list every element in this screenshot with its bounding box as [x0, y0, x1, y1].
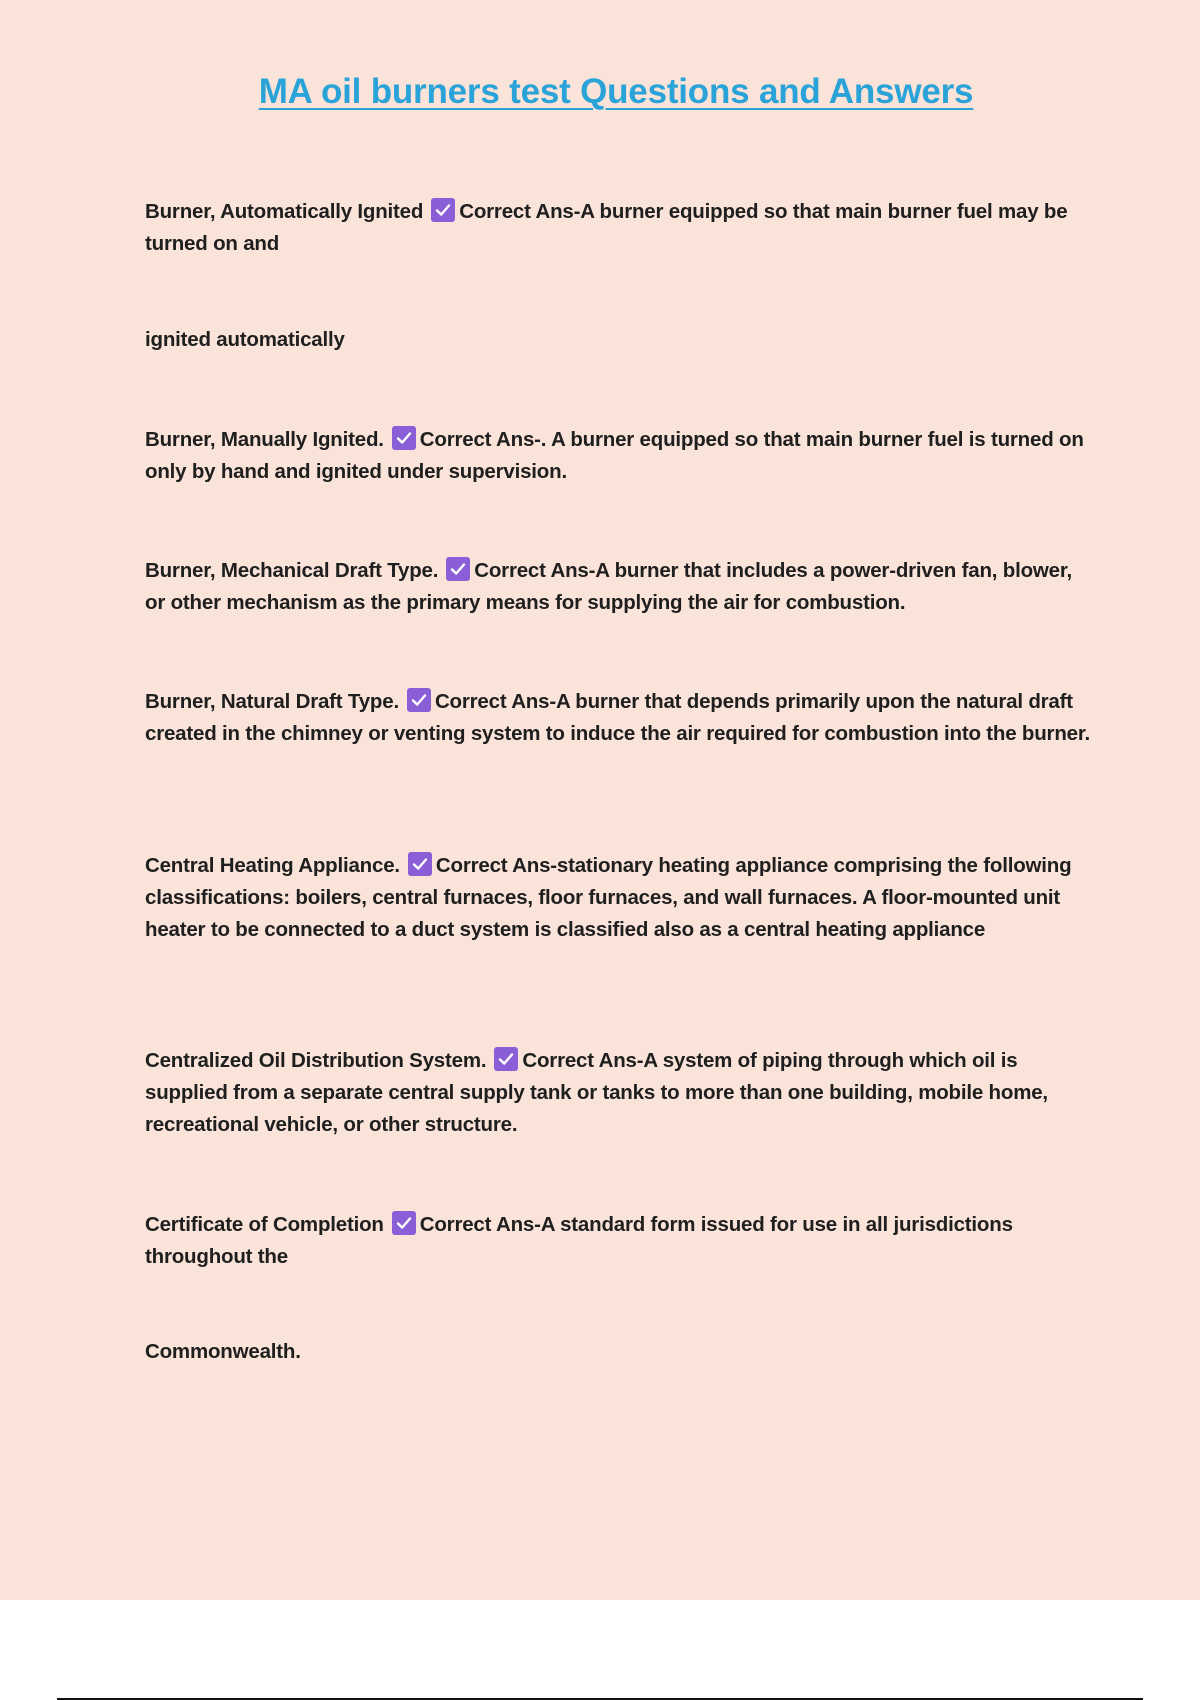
qa-term: Burner, Manually Ignited.	[145, 428, 384, 451]
checkbox-checked-icon	[407, 688, 431, 712]
checkbox-checked-icon	[392, 426, 416, 450]
qa-term: Burner, Mechanical Draft Type.	[145, 559, 439, 582]
checkbox-checked-icon	[494, 1047, 518, 1071]
qa-entry-central-heating	[145, 850, 1095, 946]
qa-term: Central Heating Appliance.	[145, 854, 400, 877]
document-title: MA oil burners test Questions and Answers	[258, 72, 974, 111]
qa-continuation: ignited automatically	[145, 328, 345, 351]
qa-term: Certificate of Completion	[145, 1213, 384, 1236]
qa-answer: Correct Ans-stationary heating appliance comprising the following classifications: boilers, central furnaces, floor furnaces, and wall furnaces. A floor-mounted unit heater to be connected to a duct system is classified also as a central heating appliance	[145, 854, 1072, 941]
qa-answer: Correct Ans-A standard form issued for use in all jurisdictions throughout the	[145, 1213, 1013, 1268]
qa-continuation: Commonwealth.	[145, 1340, 301, 1363]
qa-answer: Correct Ans-A burner that depends primarily upon the natural draft created in the chimney or venting system to induce the air required for combustion into the burner.	[145, 690, 1091, 745]
qa-entry-automatically-ignited	[145, 196, 1095, 260]
qa-entry-centralized-oil	[145, 1045, 1095, 1141]
qa-answer: Correct Ans-. A burner equipped so that main burner fuel is turned on only by hand and ignited under supervision.	[145, 428, 1084, 483]
qa-answer: Correct Ans-A burner that includes a power-driven fan, blower, or other mechanism as the primary means for supplying the air for combustion.	[145, 559, 1072, 614]
checkbox-checked-icon	[408, 852, 432, 876]
qa-answer: Correct Ans-A system of piping through which oil is supplied from a separate central supply tank or tanks to more than one building, mobile home, recreational vehicle, or other structure.	[145, 1049, 1048, 1136]
qa-answer: Correct Ans-A burner equipped so that main burner fuel may be turned on and	[145, 200, 1068, 255]
qa-term: Burner, Natural Draft Type.	[145, 690, 399, 713]
qa-entry-manually-ignited	[145, 424, 1095, 488]
checkbox-checked-icon	[431, 198, 455, 222]
qa-term: Burner, Automatically Ignited	[145, 200, 424, 223]
checkbox-checked-icon	[446, 557, 470, 581]
qa-entry-mechanical-draft	[145, 555, 1095, 619]
qa-entry-certificate	[145, 1209, 1095, 1273]
checkbox-checked-icon	[392, 1211, 416, 1235]
qa-term: Centralized Oil Distribution System.	[145, 1049, 487, 1072]
qa-entry-natural-draft	[145, 686, 1095, 750]
